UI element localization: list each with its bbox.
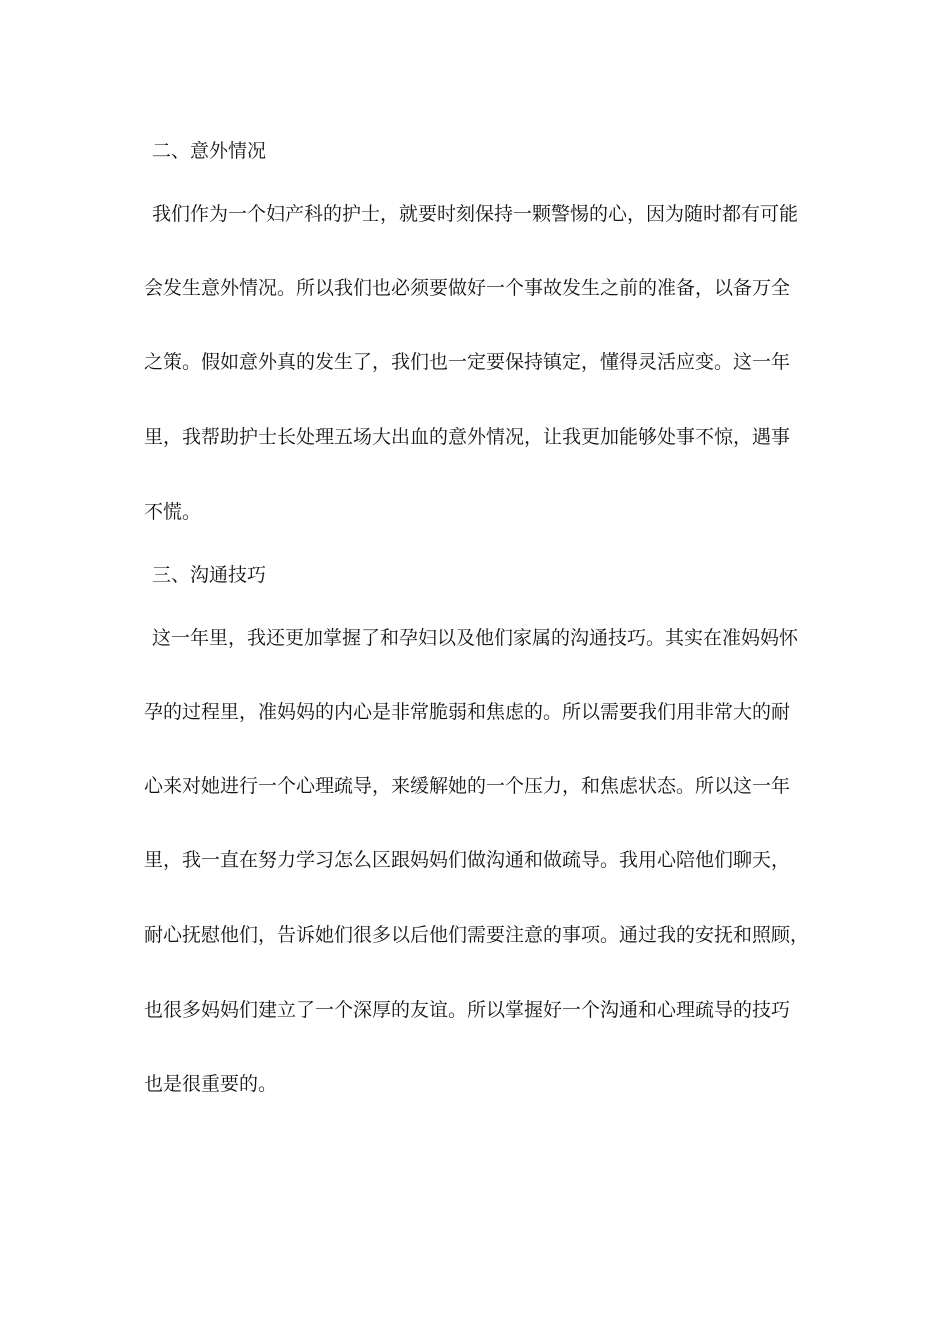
paragraph-line: 里，我一直在努力学习怎么区跟妈妈们做沟通和做疏导。我用心陪他们聊天， bbox=[144, 849, 791, 871]
paragraph-line: 耐心抚慰他们，告诉她们很多以后他们需要注意的事项。通过我的安抚和照顾， bbox=[144, 924, 810, 946]
paragraph-line: 也很多妈妈们建立了一个深厚的友谊。所以掌握好一个沟通和心理疏导的技巧 bbox=[144, 999, 791, 1021]
section-heading-communication: 三、沟通技巧 bbox=[152, 564, 267, 586]
paragraph-line: 这一年里，我还更加掌握了和孕妇以及他们家属的沟通技巧。其实在准妈妈怀 bbox=[152, 627, 799, 649]
paragraph-line: 之策。假如意外真的发生了，我们也一定要保持镇定，懂得灵活应变。这一年 bbox=[144, 351, 791, 373]
paragraph-line: 也是很重要的。 bbox=[144, 1073, 278, 1095]
paragraph-line: 里，我帮助护士长处理五场大出血的意外情况，让我更加能够处事不惊，遇事 bbox=[144, 426, 791, 448]
section-heading-unexpected: 二、意外情况 bbox=[152, 140, 267, 162]
paragraph-line: 孕的过程里，准妈妈的内心是非常脆弱和焦虑的。所以需要我们用非常大的耐 bbox=[144, 701, 791, 723]
paragraph-line: 会发生意外情况。所以我们也必须要做好一个事故发生之前的准备，以备万全 bbox=[144, 277, 791, 299]
paragraph-line: 我们作为一个妇产科的护士，就要时刻保持一颗警惕的心，因为随时都有可能 bbox=[152, 203, 799, 225]
paragraph-line: 心来对她进行一个心理疏导，来缓解她的一个压力，和焦虑状态。所以这一年 bbox=[144, 775, 791, 797]
paragraph-line: 不慌。 bbox=[144, 501, 202, 523]
